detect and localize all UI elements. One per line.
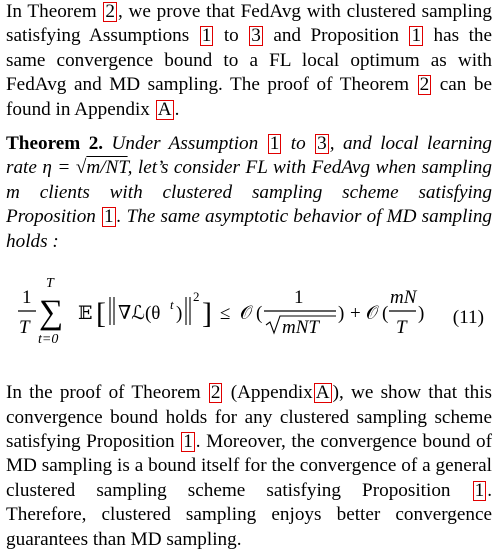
text: In Theorem [6,1,97,22]
text: In the proof of Theorem [6,382,201,404]
paren: ( [382,303,389,325]
text: can be found in Appendix [6,74,493,120]
text: , we prove that FedAvg with clustered sampling satisfying Assumptions [6,1,492,47]
frac2-den: mNT [282,317,319,339]
text: , and local learning rate η = √ [6,133,493,179]
proposition-ref-link[interactable]: 1 [183,431,193,453]
squared: 2 [193,289,200,305]
frac3-num: mN [390,287,417,309]
proposition-ref-link[interactable]: 1 [411,25,422,47]
plus-sign: + [350,303,361,325]
sum-lower: t=0 [38,332,59,348]
expectation-symbol: 𝔼 [78,303,93,325]
text: . [174,98,180,120]
big-o: 𝒪 [366,303,378,325]
leq-sign: ≤ [220,303,231,325]
sqrt-arg: m/NT [86,157,128,179]
text: when sampling [375,157,492,179]
left-bracket: [ [96,297,106,331]
sum-upper: T [46,276,54,292]
proposition-ref-link[interactable]: 1 [474,479,485,501]
theorem-label: Theorem 2. [6,133,104,155]
assumption-ref-link[interactable]: 3 [317,133,327,155]
sum-symbol: ∑ [39,294,64,332]
text: has the same convergence bound to a FL local optimum as with FedAvg and MD sampling. The proof of Theorem [6,25,493,96]
frac2-num: 1 [294,287,304,309]
text: . The same asymptotic behavior of MD sampling holds : [6,206,493,252]
theorem-ref-link[interactable]: 2 [105,1,115,22]
assumption-ref-link[interactable]: 3 [251,25,261,47]
right-bracket: ] [202,297,212,331]
text: Under Assumption [111,133,259,155]
equation-number: (11) [452,307,484,329]
appendix-ref-link[interactable]: A [315,382,330,404]
text: clients with clustered sampling scheme satisfying Proposition [6,181,492,228]
assumption-ref-link[interactable]: 1 [201,25,212,47]
text: (Appendix [230,382,313,404]
theorem-ref-link[interactable]: 2 [419,74,430,96]
eq-frac1-den: T [19,317,30,339]
frac3-den: T [396,317,407,339]
loss-gradient: ∇ℒ(θ [118,303,161,325]
theorem-block [6,132,492,254]
m-variable: m [6,181,20,203]
equation-11 [6,273,492,369]
assumption-ref-link[interactable]: 1 [269,133,280,155]
fedavg-name: FedAvg [311,157,371,179]
text: . Moreover, the convergence bound of MD sampling is a bound itself for the convergence of a general clustered sampling scheme satisfying Proposition [6,431,492,501]
text: to [290,133,306,155]
text: and Proposition [273,25,399,47]
paragraph-intro [6,0,492,122]
big-o: 𝒪 [240,303,252,325]
sup-t: t [170,297,174,313]
text: , let’s consider FL with [127,157,307,179]
close-paren: ) [176,303,183,325]
paragraph-proof-summary [6,381,492,552]
text: to [223,25,239,47]
paren: ( [256,303,263,325]
eq-frac1-num: 1 [22,287,32,309]
paren: ) [418,303,425,325]
text: . Therefore, clustered sampling enjoys better convergence guarantees than MD sampling. [6,479,492,550]
equation-render [6,273,446,369]
appendix-ref-link[interactable]: A [157,98,172,120]
text: ), we show that this convergence bound holds for any clustered sampling scheme satisfying Proposition [6,382,492,453]
proposition-ref-link[interactable]: 1 [104,206,114,228]
theorem-ref-link[interactable]: 2 [210,382,221,404]
paren: ) [338,303,345,325]
